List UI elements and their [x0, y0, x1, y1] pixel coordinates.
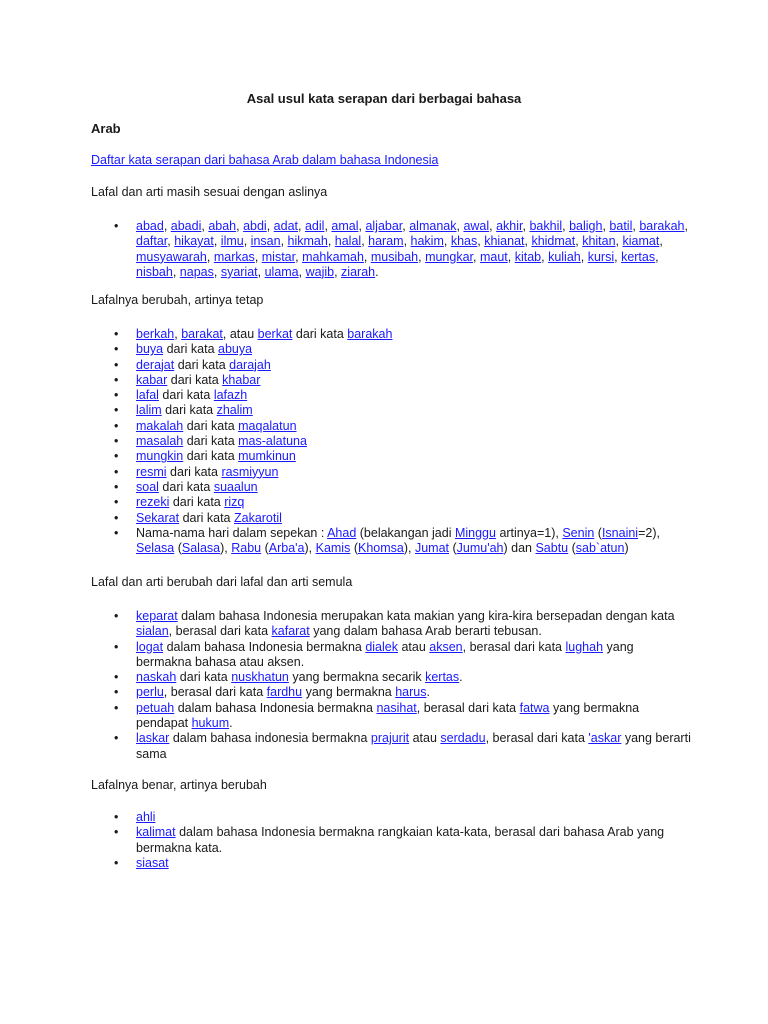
word-link[interactable]: halal [334, 234, 362, 249]
word-link[interactable]: khas [450, 234, 478, 249]
word-link[interactable]: kertas [621, 249, 656, 264]
list-text: , [418, 249, 426, 264]
list-item [91, 358, 691, 373]
list-text: (belakangan jadi [356, 525, 455, 540]
word-link[interactable]: Sabtu [535, 541, 569, 556]
word-link[interactable]: mahkamah [302, 249, 364, 264]
list-item [91, 373, 691, 388]
list-text: dari kata [174, 357, 230, 372]
word-link[interactable]: mumkinun [238, 449, 296, 464]
word-link[interactable]: keparat [136, 609, 178, 623]
list-item [91, 856, 691, 871]
word-link[interactable]: rasmiyyun [221, 464, 279, 479]
word-list [91, 327, 691, 556]
list-item [91, 327, 691, 342]
word-link[interactable]: kabar [136, 372, 168, 387]
main-link[interactable]: Daftar kata serapan dari bahasa Arab dalam bahasa Indonesia [91, 153, 439, 167]
word-link[interactable]: Jumu'ah [456, 541, 504, 556]
list-text: dari kata [167, 372, 223, 387]
word-link[interactable]: Isnaini [601, 525, 639, 540]
word-link[interactable]: abdi [243, 219, 267, 233]
list-text: , [614, 249, 622, 264]
page-title: Asal usul kata serapan dari berbagai bahasa [246, 91, 522, 106]
list-text: , [254, 249, 262, 264]
list-text: yang berarti sama [136, 731, 691, 761]
word-link[interactable]: maqalatun [238, 418, 297, 433]
list-text: , berasal dari kata [416, 700, 520, 715]
word-link[interactable]: khabar [222, 372, 261, 387]
word-link[interactable]: derajat [136, 357, 175, 372]
word-link[interactable]: rezeki [136, 495, 170, 510]
list-text: , [507, 249, 515, 264]
word-link[interactable]: Salasa [181, 541, 221, 556]
list-text: dari kata [163, 342, 218, 357]
list-text: , [174, 327, 182, 341]
word-link[interactable]: berkat [257, 327, 293, 341]
list-text: ), [304, 541, 316, 556]
word-link[interactable]: lafal [136, 388, 159, 403]
word-link[interactable]: dialek [365, 639, 398, 654]
word-link[interactable]: perlu [136, 685, 164, 700]
word-link[interactable]: Sekarat [136, 510, 180, 525]
word-link[interactable]: soal [136, 479, 159, 494]
list-item [91, 701, 691, 732]
word-link[interactable]: awal [463, 219, 490, 233]
list-item [91, 419, 691, 434]
word-link[interactable]: nisbah [136, 264, 173, 279]
list-text: dari kata [179, 510, 234, 525]
word-link[interactable]: nuskhatun [231, 670, 289, 685]
list-text: , [684, 219, 688, 233]
list-text: ), [220, 541, 232, 556]
list-text: dalam bahasa indonesia bermakna [169, 731, 371, 746]
list-text: , [403, 234, 411, 249]
list-text: , [298, 264, 306, 279]
section-intro: Lafal dan arti masih sesuai dengan aslinya [91, 185, 328, 199]
word-link[interactable]: laskar [136, 731, 170, 746]
word-list [91, 810, 691, 871]
word-link[interactable]: adil [304, 219, 325, 233]
word-link[interactable]: makalah [136, 418, 184, 433]
section-heading: Arab [91, 121, 121, 136]
list-item [91, 825, 691, 856]
list-item [91, 640, 691, 671]
section-intro: Lafal dan arti berubah dari lafal dan arti semula [91, 575, 353, 589]
word-link[interactable]: hukum [191, 716, 230, 731]
word-link[interactable]: Senin [562, 525, 595, 540]
main-link-line [91, 153, 438, 167]
list-text: , [358, 219, 366, 233]
word-link[interactable]: haram [368, 234, 404, 249]
word-link[interactable]: aljabar [365, 219, 403, 233]
list-text: dari kata [158, 388, 214, 403]
word-link[interactable]: Khomsa [357, 541, 404, 556]
word-link[interactable]: resmi [136, 464, 167, 479]
list-text: dari kata [292, 327, 348, 341]
word-link[interactable]: siasat [136, 855, 169, 870]
list-item [91, 219, 691, 280]
word-link[interactable]: barakah [347, 327, 393, 341]
word-link[interactable]: petuah [136, 700, 175, 715]
list-text: , [206, 249, 214, 264]
list-text: dari kata [161, 403, 217, 418]
list-text: ( [350, 541, 358, 556]
word-list [91, 219, 691, 280]
word-link[interactable]: kiamat [622, 234, 660, 249]
word-link[interactable]: barakah [639, 219, 685, 233]
word-link[interactable]: khitan [582, 234, 616, 249]
list-text: =2), [638, 525, 660, 540]
word-link[interactable]: kitab [514, 249, 542, 264]
list-item [91, 495, 691, 510]
list-text: , berasal dari kata [168, 624, 272, 639]
word-link[interactable]: markas [213, 249, 255, 264]
word-link[interactable]: daftar [136, 234, 168, 249]
list-text: , [266, 219, 274, 233]
list-item [91, 511, 691, 526]
word-link[interactable]: ulama [264, 264, 299, 279]
list-item [91, 449, 691, 464]
list-item [91, 480, 691, 495]
list-text: . [459, 670, 463, 685]
list-text: , [324, 219, 332, 233]
word-link[interactable]: khidmat [531, 234, 576, 249]
word-link[interactable]: mistar [261, 249, 296, 264]
list-item [91, 685, 691, 700]
word-link[interactable]: wajib [305, 264, 335, 279]
word-link[interactable]: almanak [409, 219, 457, 233]
word-link[interactable]: sab`atun [575, 541, 625, 556]
list-item [91, 342, 691, 357]
word-link[interactable]: berkah [136, 327, 175, 341]
list-text: yang bermakna pendapat [136, 700, 640, 731]
word-link[interactable]: maut [479, 249, 508, 264]
word-link[interactable]: khianat [484, 234, 525, 249]
list-item [91, 434, 691, 449]
list-text: dari kata [183, 434, 239, 449]
list-text: Nama-nama hari dalam sepekan : [136, 525, 328, 540]
list-text: , berasal dari kata [485, 731, 589, 746]
list-text: dalam bahasa Indonesia merupakan kata makian yang kira-kira bersepadan dengan kata [177, 609, 675, 623]
list-item [91, 670, 691, 685]
word-link[interactable]: baligh [569, 219, 603, 233]
list-text: , [655, 249, 659, 264]
list-text: , [402, 219, 410, 233]
word-link[interactable]: masalah [136, 434, 184, 449]
word-link[interactable]: Arba'a [268, 541, 305, 556]
list-text: , [327, 234, 335, 249]
word-link[interactable]: kertas [425, 670, 460, 685]
list-text: , [334, 264, 342, 279]
section-intro: Lafalnya benar, artinya berubah [91, 778, 267, 792]
list-item [91, 526, 691, 557]
list-text: , [361, 234, 369, 249]
list-text: , [243, 234, 251, 249]
list-text: , [473, 249, 480, 264]
word-link[interactable]: 'askar [588, 731, 622, 746]
word-link[interactable]: lafazh [213, 388, 248, 403]
list-text: , [363, 249, 371, 264]
word-link[interactable]: bakhil [529, 219, 563, 233]
list-item [91, 388, 691, 403]
list-item [91, 810, 691, 825]
word-link[interactable]: syariat [220, 264, 258, 279]
word-link[interactable]: kursi [587, 249, 615, 264]
word-link[interactable]: Ahad [327, 525, 357, 540]
word-link[interactable]: Kamis [315, 541, 351, 556]
word-link[interactable]: fardhu [266, 685, 303, 700]
word-link[interactable]: akhir [496, 219, 523, 233]
list-text: . [229, 716, 233, 731]
list-text: , [580, 249, 588, 264]
list-text: dalam bahasa Indonesia bermakna [163, 639, 366, 654]
word-link[interactable]: Selasa [136, 541, 175, 556]
word-link[interactable]: logat [136, 639, 164, 654]
word-link[interactable]: musyawarah [136, 249, 207, 264]
list-text: dari kata [183, 418, 239, 433]
list-item [91, 465, 691, 480]
list-text: , [615, 234, 623, 249]
word-link[interactable]: mungkin [136, 449, 184, 464]
list-text: , berasal dari kata [462, 639, 566, 654]
list-item [91, 403, 691, 418]
list-text: ( [261, 541, 269, 556]
list-text: . [426, 685, 430, 700]
word-link[interactable]: kuliah [548, 249, 581, 264]
word-link[interactable]: mungkar [425, 249, 474, 264]
list-text: yang dalam bahasa Arab berarti tebusan. [309, 624, 542, 639]
word-link[interactable]: Jumat [414, 541, 449, 556]
word-link[interactable]: insan [250, 234, 281, 249]
word-link[interactable]: hikmah [287, 234, 328, 249]
word-link[interactable]: kafarat [271, 624, 310, 639]
list-text: . [375, 264, 379, 279]
list-text: ( [594, 525, 602, 540]
word-link[interactable]: Rabu [231, 541, 262, 556]
list-text: , [489, 219, 497, 233]
list-text: dari kata [176, 670, 232, 685]
list-text: , [562, 219, 570, 233]
word-link[interactable]: buya [136, 342, 164, 357]
section-intro: Lafalnya berubah, artinya tetap [91, 293, 264, 307]
word-link[interactable]: batil [609, 219, 633, 233]
word-link[interactable]: barakat [181, 327, 223, 341]
list-text: , [163, 219, 171, 233]
list-text: , [456, 219, 464, 233]
word-link[interactable]: naskah [136, 670, 177, 685]
word-link[interactable]: rizq [224, 495, 245, 510]
list-text: , [213, 234, 221, 249]
list-item [91, 609, 691, 640]
list-text: yang bermakna secarik [288, 670, 426, 685]
word-link[interactable]: Zakarotil [233, 510, 282, 525]
list-text: , [257, 264, 265, 279]
list-text: , [280, 234, 288, 249]
list-text: , [201, 219, 209, 233]
word-link[interactable]: kalimat [136, 825, 176, 840]
word-link[interactable]: adat [273, 219, 299, 233]
list-text: , [602, 219, 610, 233]
word-link[interactable]: abuya [218, 342, 253, 357]
list-text: atau [409, 731, 441, 746]
list-text: , [213, 264, 221, 279]
word-link[interactable]: ziarah [341, 264, 376, 279]
list-text: , [236, 219, 244, 233]
list-text: dari kata [166, 464, 222, 479]
word-link[interactable]: abah [208, 219, 237, 233]
list-text: , [524, 234, 532, 249]
word-link[interactable]: lughah [565, 639, 604, 654]
word-link[interactable]: napas [179, 264, 214, 279]
list-text: , [167, 234, 175, 249]
word-link[interactable]: hikayat [174, 234, 214, 249]
list-text: dari kata [169, 495, 225, 510]
word-link[interactable]: mas-alatuna [238, 434, 307, 449]
word-link[interactable]: fatwa [519, 700, 550, 715]
list-text: , [477, 234, 485, 249]
list-text: yang bermakna bahasa atau aksen. [136, 639, 634, 669]
word-link[interactable]: abadi [170, 219, 202, 233]
word-link[interactable]: abad [136, 219, 164, 233]
list-text: , [295, 249, 303, 264]
list-text: atau [398, 639, 430, 654]
list-text: ), [403, 541, 415, 556]
word-link[interactable]: amal [331, 219, 359, 233]
word-link[interactable]: serdadu [440, 731, 486, 746]
word-list [91, 609, 691, 762]
list-text: ( [174, 541, 182, 556]
word-link[interactable]: darajah [229, 357, 271, 372]
word-link[interactable]: lalim [136, 403, 162, 418]
list-text: dari kata [158, 479, 214, 494]
list-text: , [298, 219, 305, 233]
list-text: , [541, 249, 549, 264]
list-text: ) [624, 541, 629, 556]
list-text: , atau [222, 327, 258, 341]
word-link[interactable]: musibah [370, 249, 419, 264]
list-item [91, 731, 691, 762]
word-link[interactable]: ahli [136, 810, 156, 824]
list-text: , berasal dari kata [163, 685, 267, 700]
word-link[interactable]: aksen [429, 639, 463, 654]
word-link[interactable]: sialan [136, 624, 169, 639]
list-text: , [632, 219, 640, 233]
list-text: , [443, 234, 451, 249]
list-text: dalam bahasa Indonesia bermakna [174, 700, 377, 715]
list-text: , [172, 264, 180, 279]
list-text: artinya=1), [495, 525, 563, 540]
word-link[interactable]: harus [395, 685, 427, 700]
word-link[interactable]: zhalim [216, 403, 253, 418]
word-link[interactable]: ilmu [220, 234, 244, 249]
list-text: ( [449, 541, 457, 556]
word-link[interactable]: nasihat [376, 700, 417, 715]
list-text: yang bermakna [302, 685, 396, 700]
word-link[interactable]: hakim [410, 234, 444, 249]
list-text: dalam bahasa Indonesia bermakna rangkaian kata-kata, berasal dari bahasa Arab yang bermakna kata. [136, 825, 665, 855]
word-link[interactable]: prajurit [370, 731, 410, 746]
word-link[interactable]: suaalun [213, 479, 258, 494]
list-text: , [659, 234, 663, 249]
word-link[interactable]: Minggu [454, 525, 496, 540]
list-text: ( [568, 541, 576, 556]
list-text: ) dan [503, 541, 536, 556]
list-text: , [575, 234, 583, 249]
list-text: dari kata [183, 449, 239, 464]
list-text: , [522, 219, 530, 233]
